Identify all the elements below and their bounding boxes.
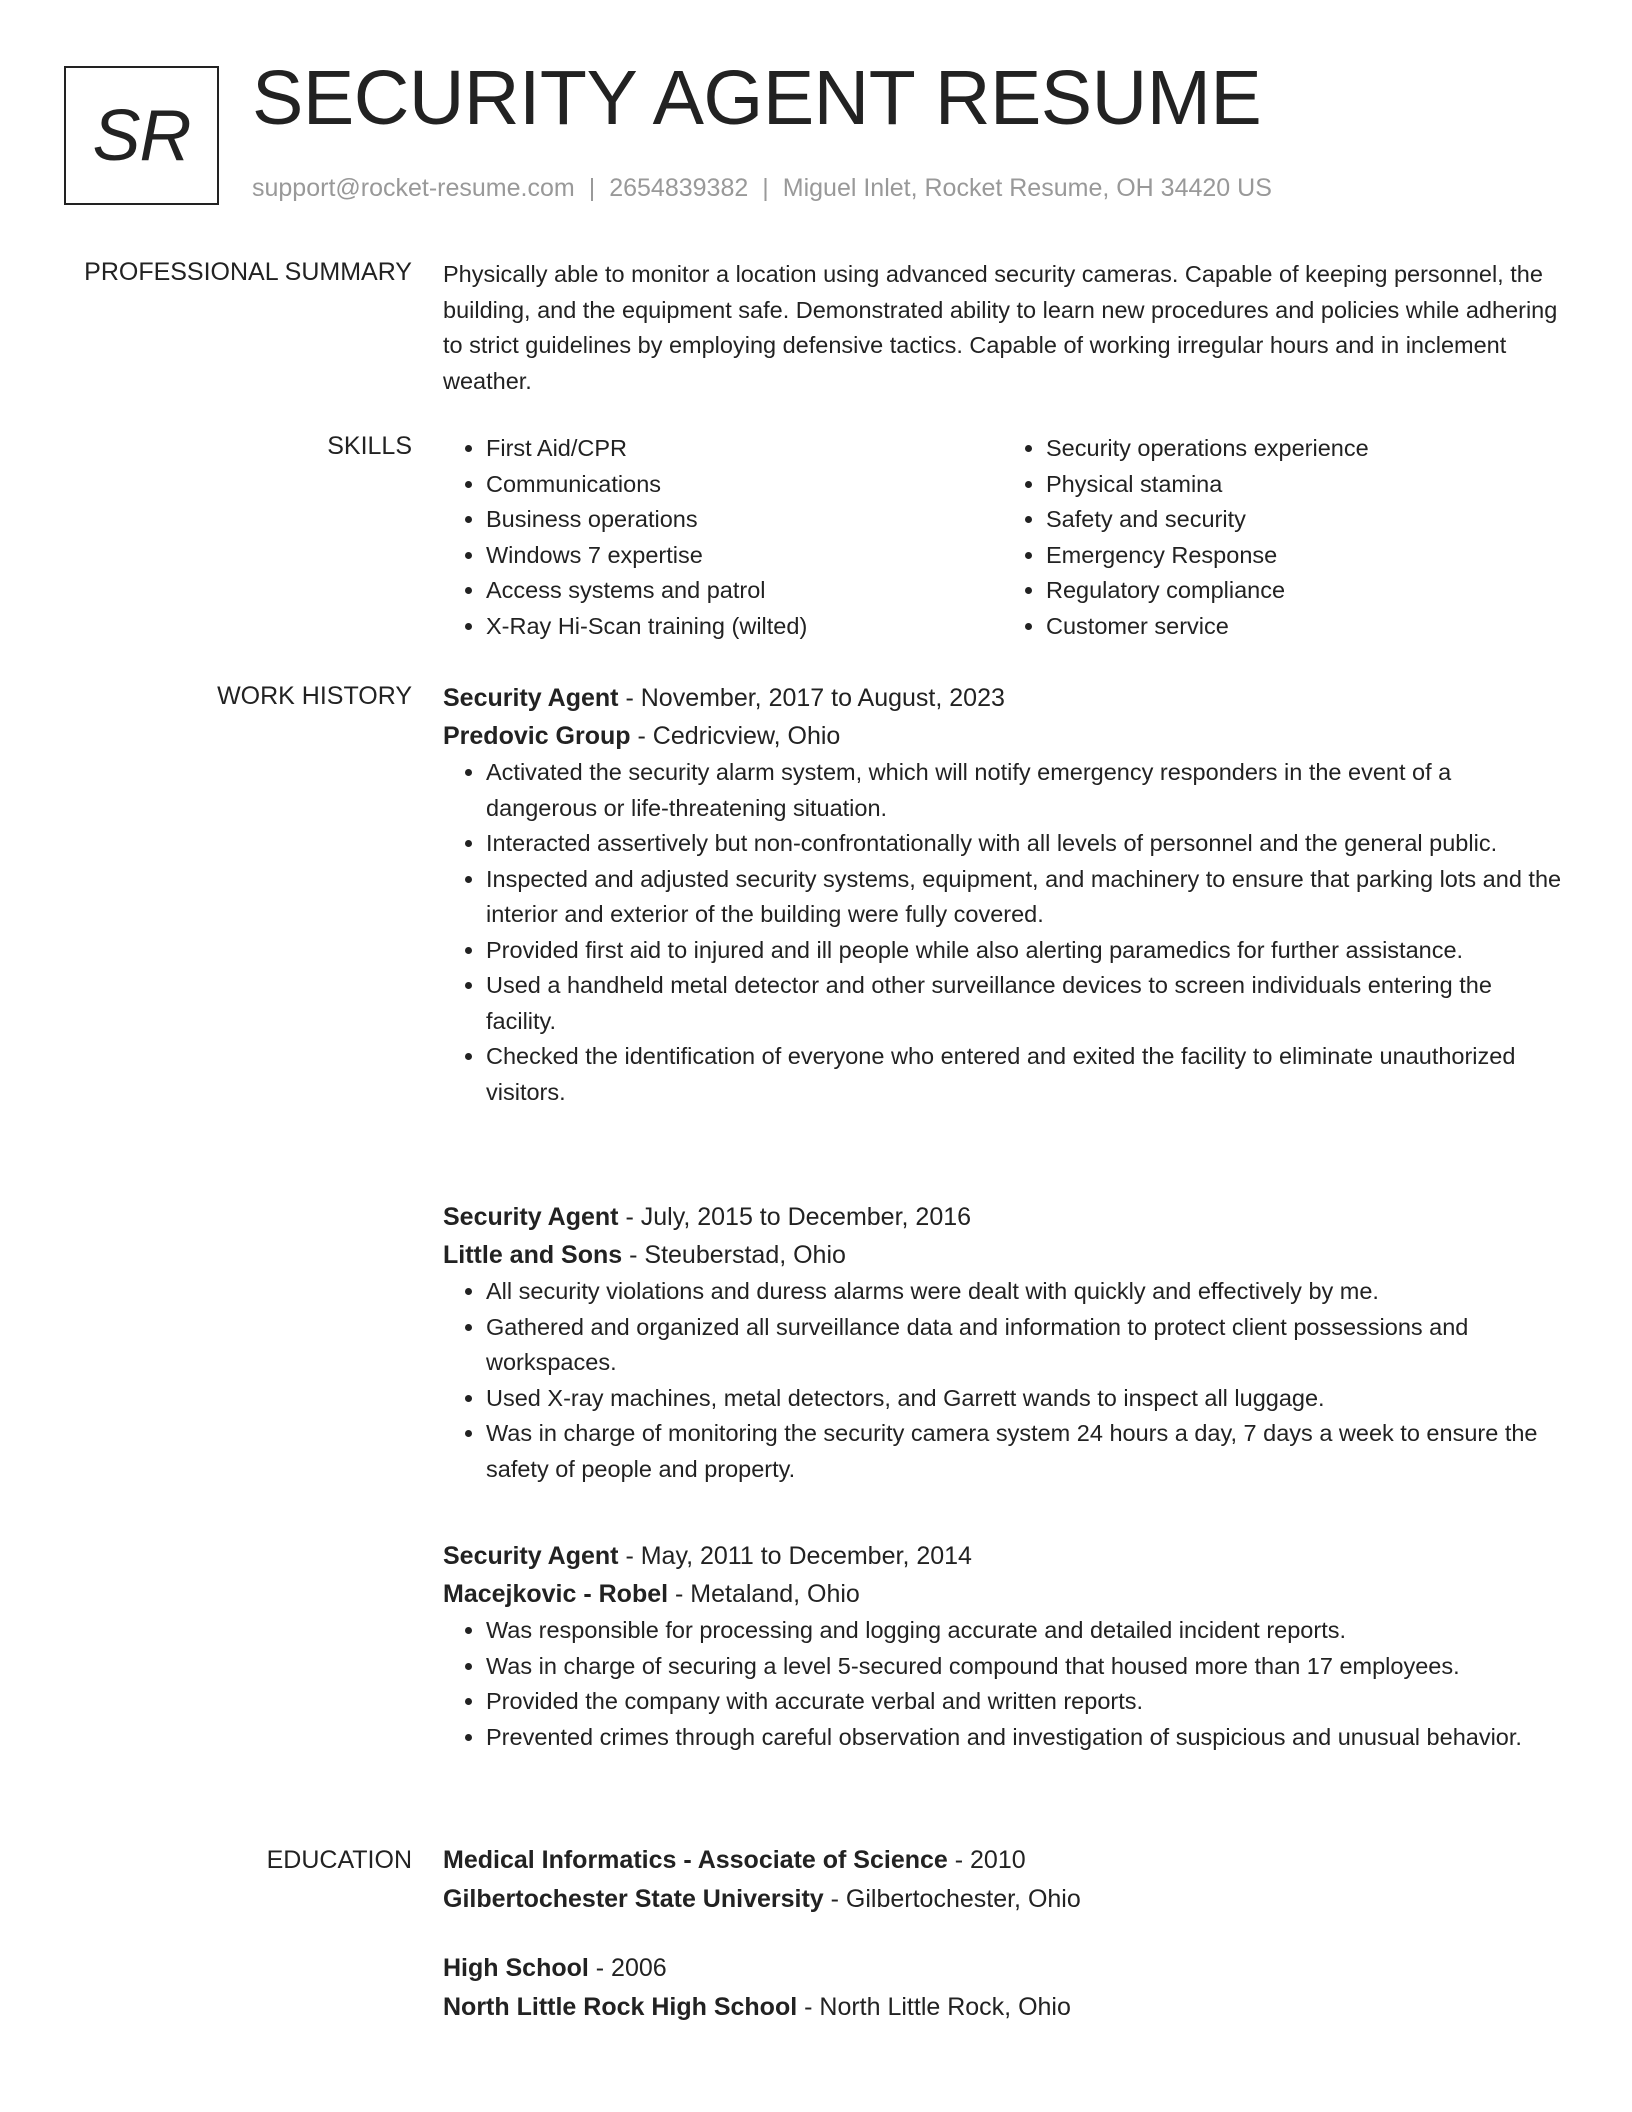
contact-separator: | xyxy=(762,174,769,202)
education-school: Gilbertochester State University xyxy=(443,1885,824,1913)
skill-item: • Access systems and patrol xyxy=(486,573,1003,609)
contact-email: support@rocket-resume.com xyxy=(252,174,575,202)
job-dates: - July, 2015 to December, 2016 xyxy=(618,1203,972,1231)
job-location: - Metaland, Ohio xyxy=(668,1580,860,1608)
education-degree-line xyxy=(443,1949,1563,1988)
job-duties-list xyxy=(443,755,1563,1110)
job-duty: • Checked the identification of everyone who entered and exited the facility to eliminate unauthorized visitors. xyxy=(486,1039,1563,1110)
education-entry xyxy=(443,1949,1563,2027)
job-location: - Steuberstad, Ohio xyxy=(622,1241,846,1269)
skill-item: • Security operations experience xyxy=(1046,431,1563,467)
job-company: Little and Sons xyxy=(443,1241,623,1269)
job-company-line xyxy=(443,1575,1563,1613)
education-label: EDUCATION xyxy=(266,1846,412,1874)
skill-item: • Safety and security xyxy=(1046,502,1563,538)
summary-text: Physically able to monitor a location using advanced security cameras. Capable of keeping personnel, the building, and the equipment safe. Demonstrated ability to learn new procedures and policies while adhering to strict guidelines by employing defensive tactics. Capable of working irregular hours and in inclement weather. xyxy=(443,261,1558,394)
job-title: Security Agent xyxy=(443,684,619,712)
skill-item: • X-Ray Hi-Scan training (wilted) xyxy=(486,609,1003,645)
job-duty: • Provided first aid to injured and ill people while also alerting paramedics for further assistance. xyxy=(486,933,1563,969)
education-degree: Medical Informatics - Associate of Science xyxy=(443,1846,948,1874)
job-duties-list xyxy=(443,1274,1563,1487)
education-location: - Gilbertochester, Ohio xyxy=(823,1885,1081,1913)
job-duty: • Provided the company with accurate verbal and written reports. xyxy=(486,1684,1563,1720)
job-duty: • Activated the security alarm system, which will notify emergency responders in the event of a dangerous or life-threatening situation. xyxy=(486,755,1563,826)
job-dates: - May, 2011 to December, 2014 xyxy=(618,1542,972,1570)
skill-item: • First Aid/CPR xyxy=(486,431,1003,467)
job-dates: - November, 2017 to August, 2023 xyxy=(618,684,1005,712)
resume-title: SECURITY AGENT RESUME xyxy=(252,55,1262,141)
job-duty: • Interacted assertively but non-confrontationally with all levels of personnel and the general public. xyxy=(486,826,1563,862)
job-company: Predovic Group xyxy=(443,722,631,750)
education-section xyxy=(443,1841,1563,2057)
job-title: Security Agent xyxy=(443,1542,619,1570)
job-duty: • Gathered and organized all surveillance data and information to protect client possessions and workspaces. xyxy=(486,1310,1563,1381)
education-degree: High School xyxy=(443,1954,589,1982)
skill-item: • Customer service xyxy=(1046,609,1563,645)
skill-item: • Windows 7 expertise xyxy=(486,538,1003,574)
job-title-line xyxy=(443,1198,1563,1236)
skills-left-list xyxy=(443,431,1003,644)
education-school-line xyxy=(443,1988,1563,2027)
monogram-box xyxy=(64,66,219,205)
job-duty: • Was in charge of securing a level 5-secured compound that housed more than 17 employees. xyxy=(486,1649,1563,1685)
skill-item: • Physical stamina xyxy=(1046,467,1563,503)
skills-section xyxy=(443,431,1563,644)
job-location: - Cedricview, Ohio xyxy=(630,722,841,750)
job-company: Macejkovic - Robel xyxy=(443,1580,669,1608)
education-location: - North Little Rock, Ohio xyxy=(797,1993,1071,2021)
education-degree-line xyxy=(443,1841,1563,1880)
job-duty: • All security violations and duress alarms were dealt with quickly and effectively by me. xyxy=(486,1274,1563,1310)
job-title-line xyxy=(443,679,1563,717)
job-title: Security Agent xyxy=(443,1203,619,1231)
summary-label: PROFESSIONAL SUMMARY xyxy=(84,258,412,286)
contact-separator: | xyxy=(588,174,596,202)
skill-item: • Communications xyxy=(486,467,1003,503)
education-entry xyxy=(443,1841,1563,1919)
skills-label: SKILLS xyxy=(327,432,412,460)
monogram-text: SR xyxy=(92,95,191,176)
skill-item: • Business operations xyxy=(486,502,1003,538)
job-entry xyxy=(443,1537,1563,1755)
skill-item: • Regulatory compliance xyxy=(1046,573,1563,609)
job-duty: • Inspected and adjusted security systems, equipment, and machinery to ensure that parking lots and the interior and exterior of the building were fully covered. xyxy=(486,862,1563,933)
skills-right-list xyxy=(1003,431,1563,644)
contact-line xyxy=(252,174,1272,203)
job-duty: • Was responsible for processing and logging accurate and detailed incident reports. xyxy=(486,1613,1563,1649)
job-duty: • Was in charge of monitoring the security camera system 24 hours a day, 7 days a week to ensure the safety of people and property. xyxy=(486,1416,1563,1487)
job-entry xyxy=(443,679,1563,1110)
job-duty: • Prevented crimes through careful observation and investigation of suspicious and unusual behavior. xyxy=(486,1720,1563,1756)
job-duty: • Used X-ray machines, metal detectors, and Garrett wands to inspect all luggage. xyxy=(486,1381,1563,1417)
job-duties-list xyxy=(443,1613,1563,1755)
skill-item: • Emergency Response xyxy=(1046,538,1563,574)
job-entry xyxy=(443,1198,1563,1487)
education-school-line xyxy=(443,1880,1563,1919)
job-company-line xyxy=(443,717,1563,755)
work-history-label: WORK HISTORY xyxy=(217,682,412,710)
job-title-line xyxy=(443,1537,1563,1575)
education-year: - 2006 xyxy=(588,1954,667,1982)
contact-address: Miguel Inlet, Rocket Resume, OH 34420 US xyxy=(782,174,1272,202)
job-company-line xyxy=(443,1236,1563,1274)
education-year: - 2010 xyxy=(947,1846,1026,1874)
contact-phone: 2654839382 xyxy=(609,174,749,202)
job-duty: • Used a handheld metal detector and other surveillance devices to screen individuals entering the facility. xyxy=(486,968,1563,1039)
education-school: North Little Rock High School xyxy=(443,1993,798,2021)
